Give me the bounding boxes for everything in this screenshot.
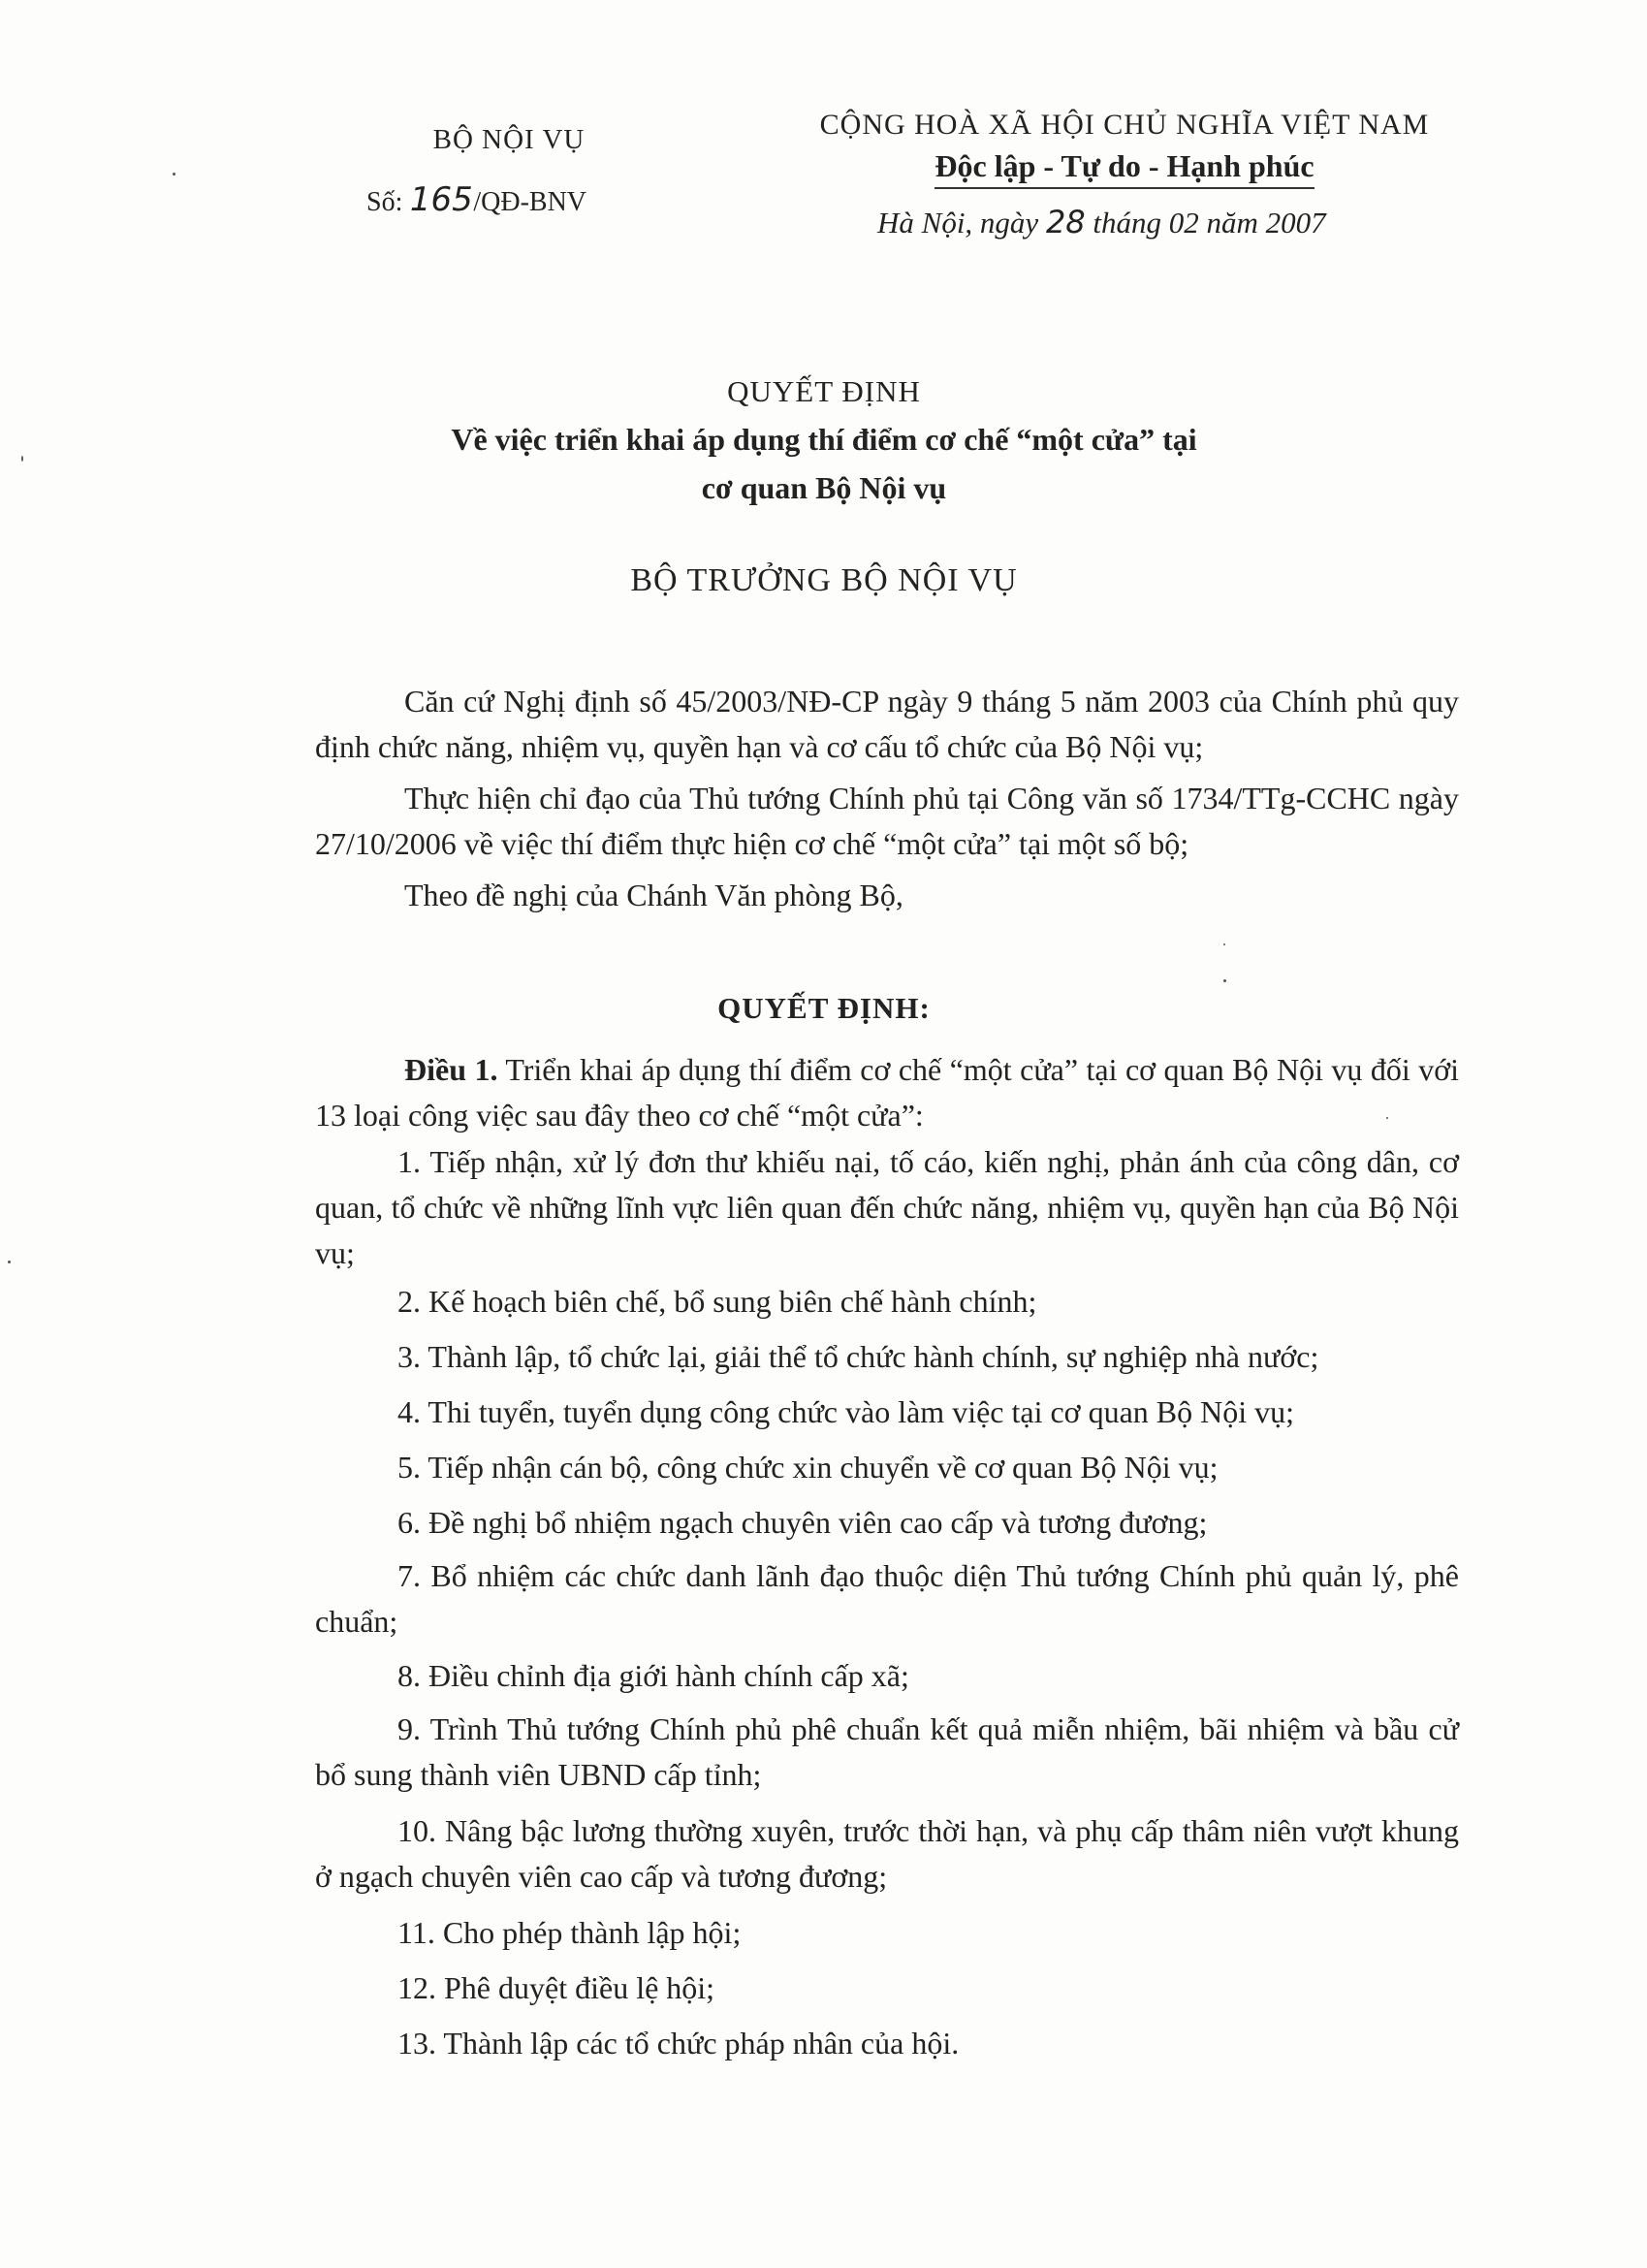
article-1-item-5: 5. Tiếp nhận cán bộ, công chức xin chuyển về cơ quan Bộ Nội vụ; [397,1450,1219,1485]
article-1-item-10 [315,1808,1459,1900]
preamble-text-3: Theo đề nghị của Chánh Văn phòng Bộ, [404,878,903,912]
decision-heading: QUYẾT ĐỊNH: [717,991,931,1025]
preamble-text-1: Căn cứ Nghị định số 45/2003/NĐ-CP ngày 9 tháng 5 năm 2003 của Chính phủ quy định chức năng, nhiệm vụ, quyền hạn và cơ cấu tổ chức của Bộ Nội vụ; [315,684,1459,764]
article-1-item-13: 13. Thành lập các tổ chức pháp nhân của hội. [397,2026,960,2060]
nation-name: CỘNG HOÀ XÃ HỘI CHỦ NGHĨA VIỆT NAM [819,109,1430,141]
preamble-text-2: Thực hiện chỉ đạo của Thủ tướng Chính phủ tại Công văn số 1734/TTg-CCHC ngày 27/10/2006 về việc thí điểm thực hiện cơ chế “một cửa” tại một số bộ; [315,781,1459,861]
preamble-paragraph-2 [315,776,1459,867]
article-1-text: Triển khai áp dụng thí điểm cơ chế “một cửa” tại cơ quan Bộ Nội vụ đối với 13 loại công việc sau đây theo cơ chế “một cửa”: [315,1052,1460,1133]
scan-speck [21,456,23,462]
preamble-paragraph-3 [315,873,1459,918]
article-1-item-4: 4. Thi tuyển, tuyển dụng công chức vào làm việc tại cơ quan Bộ Nội vụ; [397,1394,1295,1429]
subject-line-1: Về việc triển khai áp dụng thí điểm cơ chế “một cửa” tại [451,422,1197,457]
item-7-text: 7. Bổ nhiệm các chức danh lãnh đạo thuộc diện Thủ tướng Chính phủ quản lý, phê chuẩn; [315,1558,1459,1639]
article-1-item-3: 3. Thành lập, tổ chức lại, giải thể tổ chức hành chính, sự nghiệp nhà nước; [397,1339,1319,1374]
article-1-item-1 [315,1139,1459,1276]
item-10-text: 10. Nâng bậc lương thường xuyên, trước thời hạn, và phụ cấp thâm niên vượt khung ở ngạch chuyên viên cao cấp và tương đương; [315,1813,1459,1894]
motto-text: Độc lập - Tự do - Hạnh phúc [934,148,1314,189]
number-suffix: /QĐ-BNV [473,187,587,217]
issuing-organization: BỘ NỘI VỤ [432,124,586,155]
subject-line-2: cơ quan Bộ Nội vụ [701,470,947,505]
place-date-prefix: Hà Nội, ngày [877,206,1039,240]
article-1-item-9 [315,1707,1459,1798]
item-1-text: 1. Tiếp nhận, xử lý đơn thư khiếu nại, tố cáo, kiến nghị, phản ánh của công dân, cơ quan, tổ chức về những lĩnh vực liên quan đến chức năng, nhiệm vụ, quyền hạn của Bộ Nội vụ; [315,1144,1459,1270]
scan-speck [1223,943,1225,945]
document-number [366,180,586,219]
article-1-item-8: 8. Điều chỉnh địa giới hành chính cấp xã; [397,1658,909,1693]
preamble-paragraph-1 [315,679,1459,770]
scan-speck [1386,1117,1388,1119]
number-handwritten: 165 [409,180,473,219]
article-1-item-11: 11. Cho phép thành lập hội; [397,1915,742,1950]
article-1-item-2: 2. Kế hoạch biên chế, bổ sung biên chế hành chính; [397,1284,1037,1319]
scan-speck [8,1261,11,1263]
document-subject [291,415,1357,512]
item-9-text: 9. Trình Thủ tướng Chính phủ phê chuẩn kết quả miễn nhiệm, bãi nhiệm và bầu cử bổ sung thành viên UBND cấp tỉnh; [315,1711,1459,1792]
article-1-item-6: 6. Đề nghị bổ nhiệm ngạch chuyên viên cao cấp và tương đương; [397,1505,1208,1540]
place-date-suffix: tháng 02 năm 2007 [1093,206,1326,240]
scan-speck [173,173,175,176]
signer-title: BỘ TRƯỞNG BỘ NỘI VỤ [630,562,1018,598]
article-1-item-12: 12. Phê duyệt điều lệ hội; [397,1970,715,2005]
article-1 [315,1047,1459,1138]
scan-speck [1223,979,1226,982]
national-motto [756,148,1493,189]
article-1-label: Điều 1. [404,1052,498,1087]
number-prefix: Số: [366,187,403,217]
article-1-item-7 [315,1553,1459,1645]
place-and-date [877,204,1326,240]
document-type: QUYẾT ĐỊNH [727,374,921,408]
day-handwritten: 28 [1045,204,1086,240]
